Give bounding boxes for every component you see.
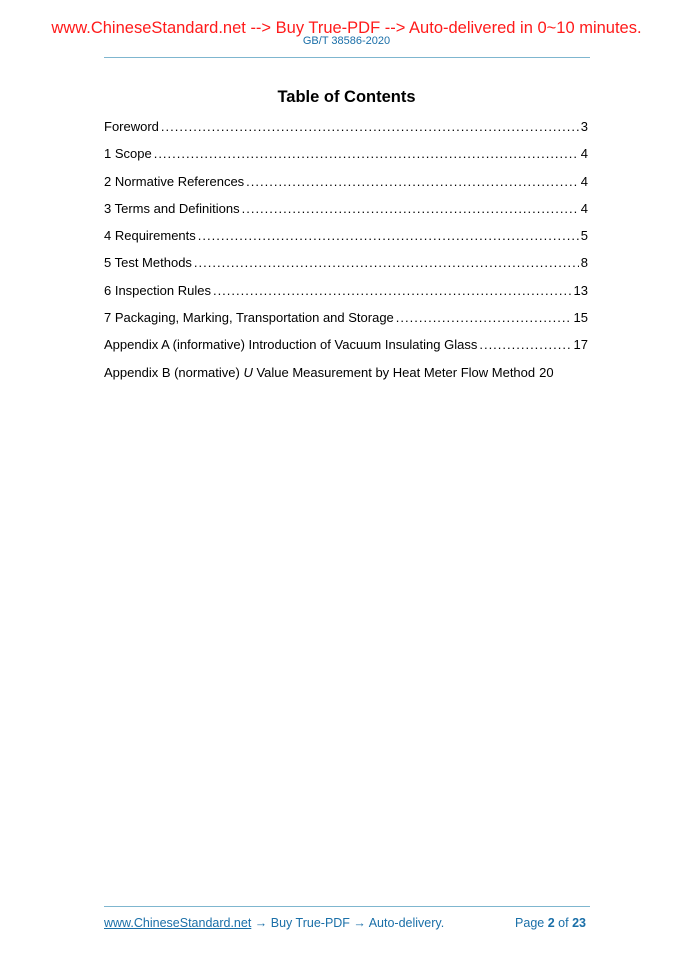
footer-tagline: → Buy True-PDF → Auto-delivery. <box>251 916 445 930</box>
toc-entry-page: 8 <box>580 255 588 271</box>
toc-entry-inspection-rules[interactable] <box>104 282 588 309</box>
current-page-number: 2 <box>547 916 555 930</box>
toc-entry-page: 5 <box>580 228 588 244</box>
toc-label-italic-symbol: U <box>243 364 253 380</box>
toc-entry-page: 13 <box>573 282 588 298</box>
header-divider <box>104 57 590 58</box>
toc-entry-page: 15 <box>573 310 588 326</box>
toc-entry-page: 3 <box>580 119 588 134</box>
toc-dot-leader <box>161 118 579 136</box>
toc-entry-label: 1 Scope <box>104 146 152 162</box>
toc-entry-label: 3 Terms and Definitions <box>104 200 240 216</box>
toc-title: Table of Contents <box>277 88 416 106</box>
toc-entry-label <box>104 364 535 382</box>
page-footer <box>104 915 590 931</box>
toc-label-suffix: Value Measurement by Heat Meter Flow Method <box>252 364 536 380</box>
toc-entry-appendix-b[interactable] <box>104 364 588 391</box>
toc-entry-page: 4 <box>580 146 588 162</box>
toc-label-prefix: Appendix B (normative) <box>104 364 244 380</box>
toc-entry-page: 4 <box>580 173 588 189</box>
table-of-contents <box>104 118 588 391</box>
page-of-word: of <box>558 916 569 930</box>
toc-entry-normative-references[interactable] <box>104 173 588 200</box>
total-page-count: 23 <box>572 916 586 930</box>
promo-banner[interactable]: www.ChineseStandard.net --> Buy True-PDF --> Auto-delivered in 0~10 minutes. <box>51 19 642 37</box>
toc-entry-page: 17 <box>573 337 588 353</box>
toc-entry-packaging[interactable] <box>104 309 588 336</box>
page-counter <box>515 915 586 931</box>
toc-dot-leader <box>246 173 579 191</box>
toc-entry-label: 5 Test Methods <box>104 255 192 271</box>
toc-dot-leader <box>396 309 572 327</box>
toc-dot-leader <box>479 336 571 354</box>
toc-dot-leader <box>198 227 579 245</box>
toc-entry-test-methods[interactable] <box>104 254 588 281</box>
toc-dot-leader <box>242 200 579 218</box>
toc-entry-label: 2 Normative References <box>104 173 245 189</box>
toc-entry-page: 4 <box>580 200 588 216</box>
toc-entry-terms-definitions[interactable] <box>104 200 588 227</box>
toc-entry-label: 4 Requirements <box>104 228 196 244</box>
toc-entry-label: Appendix A (informative) Introduction of Vacuum Insulating Glass <box>104 337 478 353</box>
toc-entry-foreword[interactable] <box>104 118 588 145</box>
toc-dot-leader <box>213 282 572 300</box>
page-word: Page <box>515 916 545 930</box>
toc-dot-leader <box>154 145 579 163</box>
toc-entry-requirements[interactable] <box>104 227 588 254</box>
toc-dot-leader <box>194 254 579 272</box>
footer-divider <box>104 906 590 907</box>
toc-entry-label: 6 Inspection Rules <box>104 282 211 298</box>
document-code: GB/T 38586-2020 <box>302 35 391 47</box>
toc-entry-scope[interactable] <box>104 145 588 172</box>
toc-entry-appendix-a[interactable] <box>104 336 588 363</box>
toc-entry-label: 7 Packaging, Marking, Transportation and Storage <box>104 310 394 326</box>
toc-entry-label: Foreword <box>104 119 159 134</box>
footer-website-link[interactable]: www.ChineseStandard.net <box>104 916 252 930</box>
toc-entry-page: 20 <box>539 364 554 380</box>
